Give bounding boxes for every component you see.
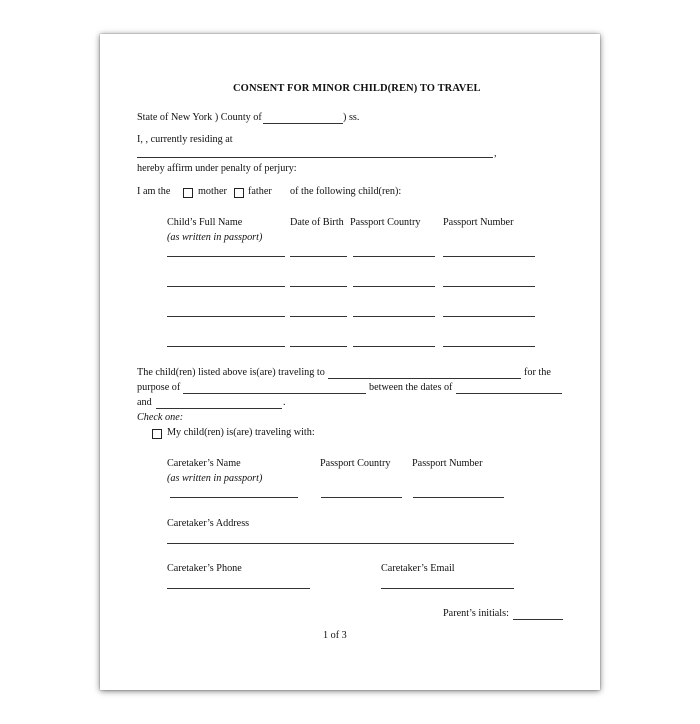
passport-country-field[interactable] (353, 256, 435, 257)
col-header-passport-country: Passport Country (350, 217, 421, 228)
date-of-birth-field[interactable] (290, 346, 347, 347)
purpose-of-label: purpose of (137, 382, 181, 393)
address-comma: , (494, 148, 497, 159)
travel-destination-text: The child(ren) listed above is(are) traveling to (137, 367, 325, 378)
caretaker-passport-country-label: Passport Country (320, 458, 391, 469)
parents-initials-label: Parent’s initials: (443, 608, 509, 619)
end-date-input-line[interactable] (156, 408, 282, 409)
address-input-line[interactable] (137, 157, 493, 158)
col-header-date-of-birth: Date of Birth (290, 217, 344, 228)
passport-number-field[interactable] (443, 346, 535, 347)
caretaker-address-field[interactable] (167, 543, 514, 544)
form-title: CONSENT FOR MINOR CHILD(REN) TO TRAVEL (233, 83, 481, 94)
date-of-birth-field[interactable] (290, 256, 347, 257)
mother-checkbox[interactable] (183, 188, 193, 198)
passport-country-field[interactable] (353, 346, 435, 347)
passport-number-field[interactable] (443, 286, 535, 287)
for-the-text: for the (524, 367, 551, 378)
caretaker-phone-field[interactable] (167, 588, 310, 589)
date-of-birth-field[interactable] (290, 316, 347, 317)
passport-country-field[interactable] (353, 286, 435, 287)
col-header-child-name: Child’s Full Name (167, 217, 243, 228)
father-label: father (248, 186, 272, 197)
destination-input-line[interactable] (328, 378, 521, 379)
traveling-with-label: My child(ren) is(are) traveling with: (167, 427, 315, 438)
and-period: . (283, 397, 286, 408)
passport-country-field[interactable] (353, 316, 435, 317)
caretaker-name-note: (as written in passport) (167, 473, 263, 484)
caretaker-passport-country-field[interactable] (321, 497, 402, 498)
passport-number-field[interactable] (443, 316, 535, 317)
page-number: 1 of 3 (323, 630, 347, 641)
caretaker-address-label: Caretaker’s Address (167, 518, 250, 529)
i-am-the-label: I am the (137, 186, 171, 197)
residing-text: I, , currently residing at (137, 134, 233, 145)
parents-initials-field[interactable] (513, 619, 563, 620)
caretaker-passport-number-field[interactable] (413, 497, 504, 498)
date-of-birth-field[interactable] (290, 286, 347, 287)
child-name-field[interactable] (167, 316, 285, 317)
county-line-label: State of New York ) County of (137, 112, 262, 123)
traveling-with-checkbox[interactable] (152, 429, 162, 439)
caretaker-phone-label: Caretaker’s Phone (167, 563, 242, 574)
caretaker-email-label: Caretaker’s Email (381, 563, 455, 574)
purpose-input-line[interactable] (183, 393, 366, 394)
and-label: and (137, 397, 152, 408)
child-name-field[interactable] (167, 286, 285, 287)
affirm-text: hereby affirm under penalty of perjury: (137, 163, 297, 174)
caretaker-name-field[interactable] (170, 497, 298, 498)
passport-number-field[interactable] (443, 256, 535, 257)
col-header-passport-number: Passport Number (443, 217, 514, 228)
child-name-note: (as written in passport) (167, 232, 263, 243)
father-checkbox[interactable] (234, 188, 244, 198)
between-dates-label: between the dates of (369, 382, 453, 393)
check-one-label: Check one: (137, 412, 184, 423)
county-input-line[interactable] (263, 123, 343, 124)
county-line-suffix: ) ss. (343, 112, 360, 123)
start-date-input-line[interactable] (456, 393, 562, 394)
child-name-field[interactable] (167, 346, 285, 347)
caretaker-email-field[interactable] (381, 588, 514, 589)
document-page (100, 34, 600, 690)
caretaker-name-label: Caretaker’s Name (167, 458, 241, 469)
child-name-field[interactable] (167, 256, 285, 257)
following-children-text: of the following child(ren): (290, 186, 402, 197)
caretaker-passport-number-label: Passport Number (412, 458, 483, 469)
mother-label: mother (198, 186, 227, 197)
